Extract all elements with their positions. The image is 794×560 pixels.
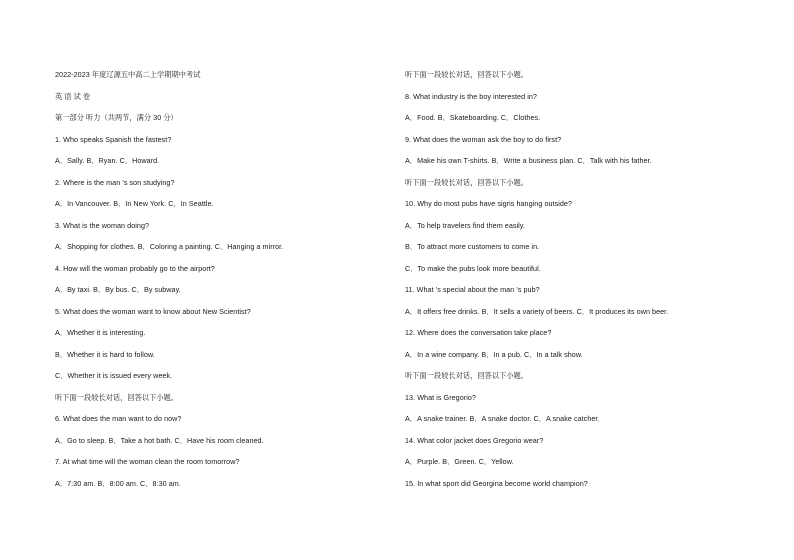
- question-11: 11. What ’s special about the man ’s pub?: [405, 285, 540, 294]
- question-3: 3. What is the woman doing?: [55, 221, 150, 230]
- left-column: [55, 0, 395, 560]
- question-8: 8. What industry is the boy interested in?: [405, 92, 537, 101]
- question-12: 12. Where does the conversation take place?: [405, 328, 552, 337]
- question-7: 7. At what time will the woman clean the room tomorrow?: [55, 457, 240, 466]
- question-8-options: A．Food. B．Skateboarding. C．Clothes.: [405, 113, 541, 122]
- question-9-options: A．Make his own T-shirts. B．Write a business plan. C．Talk with his father.: [405, 156, 652, 165]
- question-4: 4. How will the woman probably go to the airport?: [55, 264, 215, 273]
- question-1-options: A．Sally. B．Ryan. C．Howard.: [55, 156, 160, 165]
- question-14-options: A．Purple. B．Green. C．Yellow.: [405, 457, 514, 466]
- question-10-option-a: A．To help travelers find them easily.: [405, 221, 525, 230]
- question-5: 5. What does the woman want to know about New Scientist?: [55, 307, 251, 316]
- question-13: 13. What is Gregorio?: [405, 393, 476, 402]
- question-9: 9. What does the woman ask the boy to do first?: [405, 135, 562, 144]
- subject-title: 英 语 试 卷: [55, 92, 91, 101]
- question-1: 1. Who speaks Spanish the fastest?: [55, 135, 172, 144]
- question-6-options: A．Go to sleep. B．Take a hot bath. C．Have his room cleaned.: [55, 436, 264, 445]
- question-15: 15. In what sport did Georgina become world champion?: [405, 479, 588, 488]
- dialogue-instruction: 听下面一段较长对话，回答以下小题。: [405, 371, 529, 380]
- question-10-option-b: B．To attract more customers to come in.: [405, 242, 540, 251]
- question-5-option-c: C．Whether it is issued every week.: [55, 371, 173, 380]
- question-12-options: A．In a wine company. B．In a pub. C．In a talk show.: [405, 350, 583, 359]
- section-heading: 第一部分 听力（共两节，满分 30 分）: [55, 113, 178, 122]
- question-6: 6. What does the man want to do now?: [55, 414, 182, 423]
- exam-title: 2022-2023 年度辽源五中高二上学期期中考试: [55, 70, 201, 79]
- question-13-options: A．A snake trainer. B．A snake doctor. C．A snake catcher.: [405, 414, 600, 423]
- question-11-options: A．It offers free drinks. B．It sells a variety of beers. C．It produces its own beer.: [405, 307, 669, 316]
- question-3-options: A．Shopping for clothes. B．Coloring a painting. C．Hanging a mirror.: [55, 242, 284, 251]
- question-14: 14. What color jacket does Gregorio wear?: [405, 436, 544, 445]
- question-5-option-b: B．Whether it is hard to follow.: [55, 350, 155, 359]
- question-10: 10. Why do most pubs have signs hanging outside?: [405, 199, 573, 208]
- question-4-options: A．By taxi. B．By bus. C．By subway.: [55, 285, 181, 294]
- question-5-option-a: A．Whether it is interesting.: [55, 328, 146, 337]
- question-2: 2. Where is the man ’s son studying?: [55, 178, 175, 187]
- question-10-option-c: C．To make the pubs look more beautiful.: [405, 264, 541, 273]
- dialogue-instruction: 听下面一段较长对话，回答以下小题。: [405, 178, 529, 187]
- question-2-options: A．In Vancouver. B．In New York. C．In Seattle.: [55, 199, 214, 208]
- question-7-options: A．7:30 am. B．8:00 am. C．8:30 am.: [55, 479, 181, 488]
- right-column: [405, 0, 745, 560]
- dialogue-instruction: 听下面一段较长对话，回答以下小题。: [55, 393, 179, 402]
- dialogue-instruction: 听下面一段较长对话，回答以下小题。: [405, 70, 529, 79]
